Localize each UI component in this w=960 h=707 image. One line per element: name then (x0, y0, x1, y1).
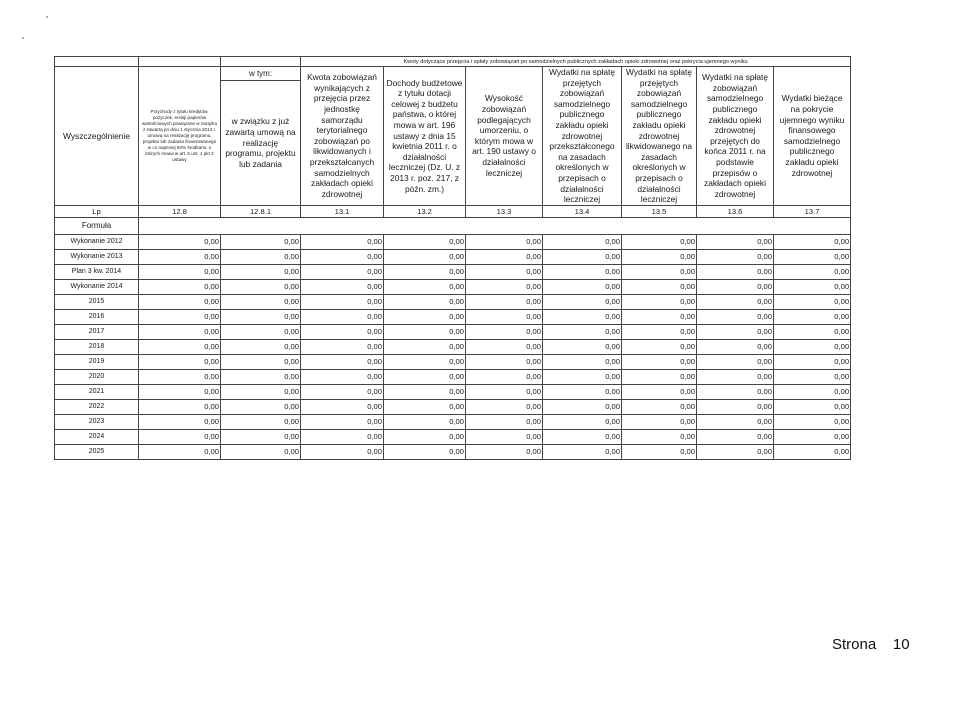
value-cell: 0,00 (384, 369, 466, 384)
value-cell: 0,00 (384, 249, 466, 264)
row-label: Wykonanie 2013 (55, 249, 139, 264)
value-cell: 0,00 (221, 399, 301, 414)
value-cell: 0,00 (543, 369, 622, 384)
table-row (55, 414, 851, 429)
row-label: 2022 (55, 399, 139, 414)
column-header-12-8-1: w związku z już zawartą umową na realizację programu, projektu lub zadania (221, 81, 301, 206)
value-cell: 0,00 (774, 369, 851, 384)
value-cell: 0,00 (697, 309, 774, 324)
value-cell: 0,00 (622, 399, 697, 414)
table-row (55, 264, 851, 279)
value-cell: 0,00 (543, 324, 622, 339)
value-cell: 0,00 (622, 264, 697, 279)
value-cell: 0,00 (622, 249, 697, 264)
value-cell: 0,00 (543, 249, 622, 264)
column-number: 13.5 (622, 205, 697, 217)
column-number: 13.6 (697, 205, 774, 217)
value-cell: 0,00 (301, 444, 384, 459)
value-cell: 0,00 (697, 279, 774, 294)
value-cell: 0,00 (139, 309, 221, 324)
value-cell: 0,00 (221, 324, 301, 339)
value-cell: 0,00 (466, 384, 543, 399)
row-label: 2023 (55, 414, 139, 429)
column-header-13-4: Wydatki na spłatę przejętych zobowiązań samodzielnego publicznego zakładu opieki zdrowotnej przekształconego na zasadach określonych w przepisach o działalności leczniczej (543, 67, 622, 206)
value-cell: 0,00 (139, 294, 221, 309)
scan-speck (46, 16, 48, 18)
value-cell: 0,00 (774, 294, 851, 309)
column-number: 13.7 (774, 205, 851, 217)
value-cell: 0,00 (221, 264, 301, 279)
value-cell: 0,00 (543, 294, 622, 309)
table-row (55, 339, 851, 354)
value-cell: 0,00 (139, 324, 221, 339)
column-header-13-1: Kwota zobowiązań wynikających z przejęcia przez jednostkę samorządu terytorialnego zobowiązań po likwidowanych i przekształcanych samodzielnych zakładach opieki zdrowotnej (301, 67, 384, 206)
value-cell: 0,00 (221, 339, 301, 354)
value-cell: 0,00 (466, 354, 543, 369)
table-row (55, 324, 851, 339)
value-cell: 0,00 (697, 429, 774, 444)
value-cell: 0,00 (697, 249, 774, 264)
value-cell: 0,00 (384, 384, 466, 399)
value-cell: 0,00 (466, 234, 543, 249)
column-header-12-8: Przychody z tytułu kredytów, pożyczek, emisji papierów wartościowych powiązane w związku z zawartą po dniu 1 stycznia 2013 r. umową na realizację programu, projektu lub zadania finansowanego w co najmniej 60% środkami, o których mowa w art. 5 ust. 1 pkt 2 ustawy (139, 67, 221, 206)
value-cell: 0,00 (139, 384, 221, 399)
table-row (55, 399, 851, 414)
value-cell: 0,00 (301, 384, 384, 399)
table-row (55, 309, 851, 324)
value-cell: 0,00 (543, 279, 622, 294)
value-cell: 0,00 (774, 249, 851, 264)
value-cell: 0,00 (697, 414, 774, 429)
value-cell: 0,00 (774, 399, 851, 414)
value-cell: 0,00 (697, 384, 774, 399)
column-number: 13.2 (384, 205, 466, 217)
value-cell: 0,00 (774, 234, 851, 249)
table-row (55, 384, 851, 399)
value-cell: 0,00 (543, 399, 622, 414)
row-label: 2020 (55, 369, 139, 384)
value-cell: 0,00 (697, 339, 774, 354)
row-label: Plan 3 kw. 2014 (55, 264, 139, 279)
value-cell: 0,00 (221, 234, 301, 249)
value-cell: 0,00 (139, 264, 221, 279)
value-cell: 0,00 (622, 414, 697, 429)
value-cell: 0,00 (774, 264, 851, 279)
table-row (55, 369, 851, 384)
row-label: 2019 (55, 354, 139, 369)
value-cell: 0,00 (543, 414, 622, 429)
value-cell: 0,00 (301, 294, 384, 309)
value-cell: 0,00 (301, 339, 384, 354)
value-cell: 0,00 (221, 279, 301, 294)
row-label: 2024 (55, 429, 139, 444)
section-header: Kwoty dotyczące przejęcia i spłaty zobowiązań po samodzielnych publicznych zakładach opieki zdrowotnej oraz pokrycia ujemnego wyniku (301, 57, 851, 67)
value-cell: 0,00 (384, 354, 466, 369)
value-cell: 0,00 (622, 294, 697, 309)
page-number: 10 (892, 636, 910, 653)
column-header-13-6: Wydatki na spłatę zobowiązań samodzielnego publicznego zakładu opieki zdrowotnej przejętych do końca 2011 r. na podstawie przepisów o zakładach opieki zdrowotnej (697, 67, 774, 206)
budget-table (54, 56, 851, 460)
value-cell: 0,00 (221, 414, 301, 429)
value-cell: 0,00 (466, 414, 543, 429)
value-cell: 0,00 (622, 309, 697, 324)
formula-label: Formuła (55, 217, 139, 234)
column-header-13-5: Wydatki na spłatę przejętych zobowiązań samodzielnego publicznego zakładu opieki zdrowotnej likwidowanego na zasadach określonych w przepisach o działalności leczniczej (622, 67, 697, 206)
lp-label: Lp (55, 205, 139, 217)
w-tym-header: w tym: (221, 67, 301, 81)
table-row (55, 354, 851, 369)
value-cell: 0,00 (301, 429, 384, 444)
value-cell: 0,00 (622, 234, 697, 249)
value-cell: 0,00 (543, 339, 622, 354)
value-cell: 0,00 (384, 234, 466, 249)
column-header-13-3: Wysokość zobowiązań podlegających umorzeniu, o którym mowa w art. 190 ustawy o działalności leczniczej (466, 67, 543, 206)
row-label: Wykonanie 2012 (55, 234, 139, 249)
row-label: 2017 (55, 324, 139, 339)
value-cell: 0,00 (301, 399, 384, 414)
value-cell: 0,00 (301, 324, 384, 339)
column-number: 13.4 (543, 205, 622, 217)
value-cell: 0,00 (139, 354, 221, 369)
value-cell: 0,00 (543, 384, 622, 399)
value-cell: 0,00 (622, 444, 697, 459)
blank-cell (139, 57, 221, 67)
value-cell: 0,00 (543, 309, 622, 324)
value-cell: 0,00 (139, 234, 221, 249)
value-cell: 0,00 (221, 294, 301, 309)
value-cell: 0,00 (622, 324, 697, 339)
value-cell: 0,00 (774, 444, 851, 459)
value-cell: 0,00 (697, 324, 774, 339)
value-cell: 0,00 (774, 354, 851, 369)
column-header-13-2: Dochody budżetowe z tytułu dotacji celowej z budżetu państwa, o której mowa w art. 196 ustawy z dnia 15 kwietnia 2011 r. o działalności leczniczej (Dz. U. z 2013 r. poz. 217, z późn. zm.) (384, 67, 466, 206)
value-cell: 0,00 (301, 354, 384, 369)
value-cell: 0,00 (466, 429, 543, 444)
value-cell: 0,00 (697, 399, 774, 414)
value-cell: 0,00 (221, 429, 301, 444)
value-cell: 0,00 (697, 369, 774, 384)
value-cell: 0,00 (543, 354, 622, 369)
scan-speck (22, 37, 24, 39)
row-label: 2025 (55, 444, 139, 459)
value-cell: 0,00 (384, 414, 466, 429)
value-cell: 0,00 (466, 249, 543, 264)
value-cell: 0,00 (622, 354, 697, 369)
value-cell: 0,00 (774, 429, 851, 444)
column-number: 12.8.1 (221, 205, 301, 217)
formula-cell (139, 217, 851, 234)
value-cell: 0,00 (466, 339, 543, 354)
value-cell: 0,00 (543, 264, 622, 279)
value-cell: 0,00 (466, 444, 543, 459)
value-cell: 0,00 (384, 399, 466, 414)
value-cell: 0,00 (301, 279, 384, 294)
value-cell: 0,00 (139, 429, 221, 444)
value-cell: 0,00 (774, 279, 851, 294)
value-cell: 0,00 (384, 444, 466, 459)
value-cell: 0,00 (466, 309, 543, 324)
value-cell: 0,00 (466, 369, 543, 384)
row-label: 2018 (55, 339, 139, 354)
value-cell: 0,00 (221, 249, 301, 264)
column-header-13-7: Wydatki bieżące na pokrycie ujemnego wyniku finansowego samodzielnego publicznego zakładu opieki zdrowotnej (774, 67, 851, 206)
first-column-header: Wyszczególnienie (55, 67, 139, 206)
value-cell: 0,00 (622, 279, 697, 294)
row-label: 2016 (55, 309, 139, 324)
table-row (55, 249, 851, 264)
value-cell: 0,00 (139, 339, 221, 354)
value-cell: 0,00 (301, 309, 384, 324)
value-cell: 0,00 (384, 264, 466, 279)
value-cell: 0,00 (466, 279, 543, 294)
value-cell: 0,00 (384, 429, 466, 444)
value-cell: 0,00 (697, 234, 774, 249)
row-label: 2015 (55, 294, 139, 309)
value-cell: 0,00 (774, 339, 851, 354)
value-cell: 0,00 (221, 369, 301, 384)
value-cell: 0,00 (466, 294, 543, 309)
value-cell: 0,00 (221, 309, 301, 324)
table-row (55, 294, 851, 309)
value-cell: 0,00 (139, 249, 221, 264)
page-word: Strona (832, 636, 877, 653)
value-cell: 0,00 (139, 399, 221, 414)
table-row (55, 234, 851, 249)
value-cell: 0,00 (301, 414, 384, 429)
value-cell: 0,00 (697, 264, 774, 279)
table-row (55, 279, 851, 294)
value-cell: 0,00 (697, 354, 774, 369)
row-label: 2021 (55, 384, 139, 399)
value-cell: 0,00 (774, 414, 851, 429)
value-cell: 0,00 (301, 249, 384, 264)
value-cell: 0,00 (543, 444, 622, 459)
column-number: 13.1 (301, 205, 384, 217)
blank-cell (221, 57, 301, 67)
value-cell: 0,00 (697, 444, 774, 459)
value-cell: 0,00 (466, 399, 543, 414)
value-cell: 0,00 (384, 339, 466, 354)
value-cell: 0,00 (301, 234, 384, 249)
value-cell: 0,00 (384, 324, 466, 339)
value-cell: 0,00 (139, 279, 221, 294)
page-number-footer (832, 636, 910, 653)
table-row (55, 444, 851, 459)
corner-cell (55, 57, 139, 67)
value-cell: 0,00 (774, 309, 851, 324)
value-cell: 0,00 (384, 309, 466, 324)
table-row (55, 429, 851, 444)
value-cell: 0,00 (774, 324, 851, 339)
value-cell: 0,00 (466, 324, 543, 339)
value-cell: 0,00 (543, 234, 622, 249)
value-cell: 0,00 (622, 339, 697, 354)
value-cell: 0,00 (384, 279, 466, 294)
value-cell: 0,00 (221, 384, 301, 399)
value-cell: 0,00 (622, 429, 697, 444)
value-cell: 0,00 (221, 354, 301, 369)
value-cell: 0,00 (466, 264, 543, 279)
column-number: 12.8 (139, 205, 221, 217)
value-cell: 0,00 (139, 414, 221, 429)
value-cell: 0,00 (139, 444, 221, 459)
value-cell: 0,00 (139, 369, 221, 384)
column-number: 13.3 (466, 205, 543, 217)
value-cell: 0,00 (622, 384, 697, 399)
value-cell: 0,00 (384, 294, 466, 309)
value-cell: 0,00 (301, 369, 384, 384)
value-cell: 0,00 (622, 369, 697, 384)
value-cell: 0,00 (301, 264, 384, 279)
value-cell: 0,00 (774, 384, 851, 399)
value-cell: 0,00 (697, 294, 774, 309)
value-cell: 0,00 (221, 444, 301, 459)
row-label: Wykonanie 2014 (55, 279, 139, 294)
value-cell: 0,00 (543, 429, 622, 444)
